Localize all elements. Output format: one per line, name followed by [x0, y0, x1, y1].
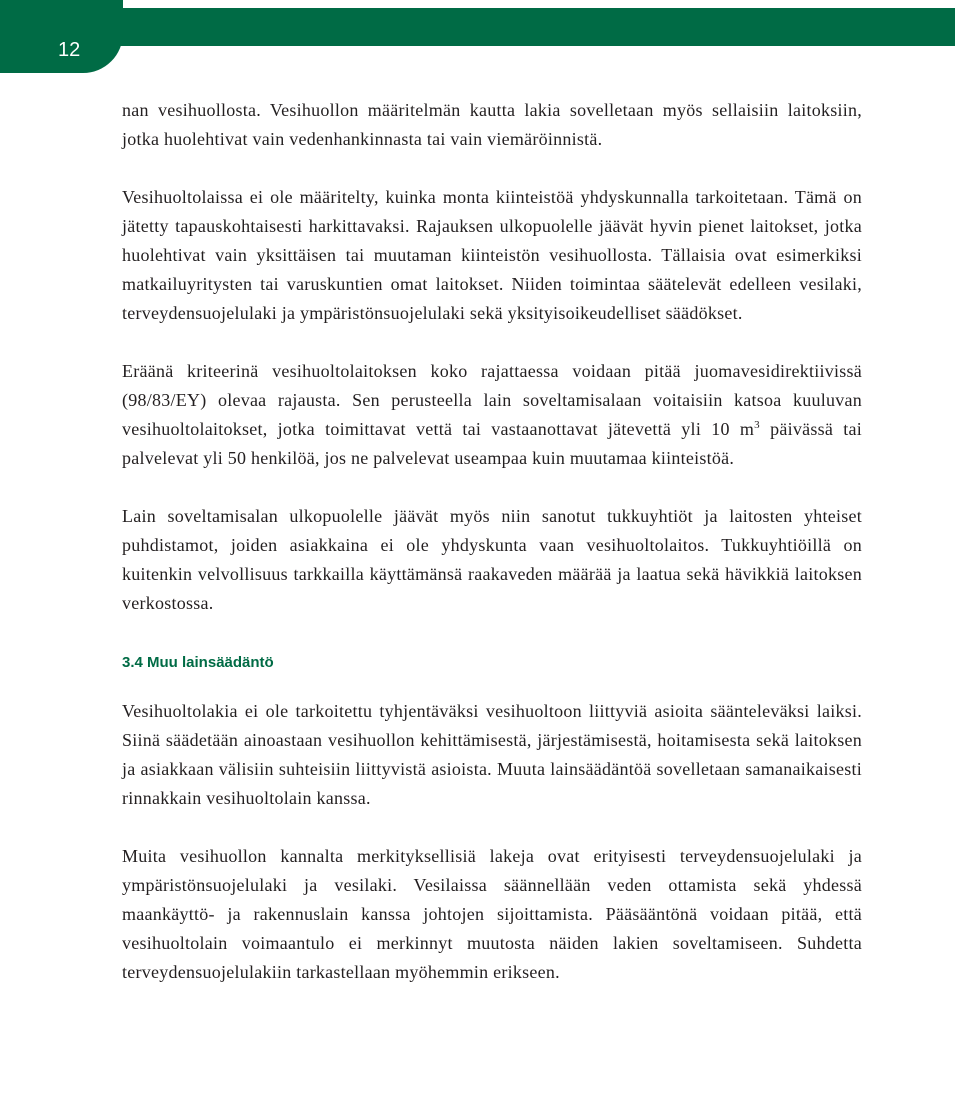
header-bar [0, 8, 955, 46]
paragraph-4: Lain soveltamisalan ulkopuolelle jäävät myös niin sanotut tukkuyhtiöt ja laitosten yhteiset puhdistamot, joiden asiakkaina ei ole yhdyskunta vaan vesihuoltolaitos. Tukkuyhtiöillä on kuitenkin velvollisuus tarkkailla käyttämänsä raakaveden määrää ja laatua sekä hävikkiä laitoksen verkostossa. [122, 506, 862, 613]
paragraph-1: nan vesihuollosta. Vesihuollon määritelmän kautta lakia sovelletaan myös sellaisiin laitoksiin, jotka huolehtivat vain vedenhankinnasta tai vain viemäröinnistä. [122, 100, 862, 149]
page-number: 12 [58, 39, 81, 61]
paragraph-3 [122, 357, 862, 473]
paragraph-3-text-after: päivässä tai palvelevat yli 50 henkilöä, jos ne palvelevat useampaa kuin muutamaa kiinteistöä. [122, 419, 862, 468]
section-heading: 3.4 Muu lainsäädäntö [122, 654, 274, 671]
paragraph-6: Muita vesihuollon kannalta merkityksellisiä lakeja ovat erityisesti terveydensuojelulaki ja ympäristönsuojelulaki ja vesilaki. Vesilaissa säännellään veden ottamista sekä yhdessä maankäyttö- ja rakennuslain kanssa johtojen sijoittamista. Pääsääntönä voidaan pitää, että vesihuoltolain voimaantulo ei merkinnyt muutosta näiden lakien soveltamiseen. Suhdetta terveydensuojelulakiin tarkastellaan myöhemmin erikseen. [122, 846, 862, 982]
paragraph-5: Vesihuoltolakia ei ole tarkoitettu tyhjentäväksi vesihuoltoon liittyviä asioita säänteleväksi laiksi. Siinä säädetään ainoastaan vesihuollon kehittämisestä, järjestämisestä, hoitamisesta sekä laitoksen ja asiakkaan välisiin suhteisiin liittyvistä asioista. Muuta lainsäädäntöä sovelletaan samanaikaisesti rinnakkain vesihuoltolain kanssa. [122, 701, 862, 808]
paragraph-3-text-before: Eräänä kriteerinä vesihuoltolaitoksen koko rajattaessa voidaan pitää juomavesidirektiivissä (98/83/EY) olevaa rajausta. Sen perusteella lain soveltamisalaan voitaisiin katsoa kuuluvan vesihuoltolaitokset, jotka toimittavat vettä tai vastaanottavat jätevettä yli 10 m [122, 361, 862, 439]
page-body [122, 96, 862, 987]
superscript-cubic: 3 [754, 419, 760, 431]
paragraph-2: Vesihuoltolaissa ei ole määritelty, kuinka monta kiinteistöä yhdyskunnalla tarkoitetaan. Tämä on jätetty tapauskohtaisesti harkittavaksi. Rajauksen ulkopuolelle jäävät hyvin pienet laitokset, jotka huolehtivat vain yksittäisen tai muutaman kiinteistön vesihuollosta. Tällaisia ovat esimerkiksi matkailuyritysten tai varuskuntien omat laitokset. Niiden toimintaa säätelevät edelleen vesilaki, terveydensuojelulaki ja ympäristönsuojelulaki sekä yksityisoikeudelliset säädökset. [122, 187, 862, 323]
